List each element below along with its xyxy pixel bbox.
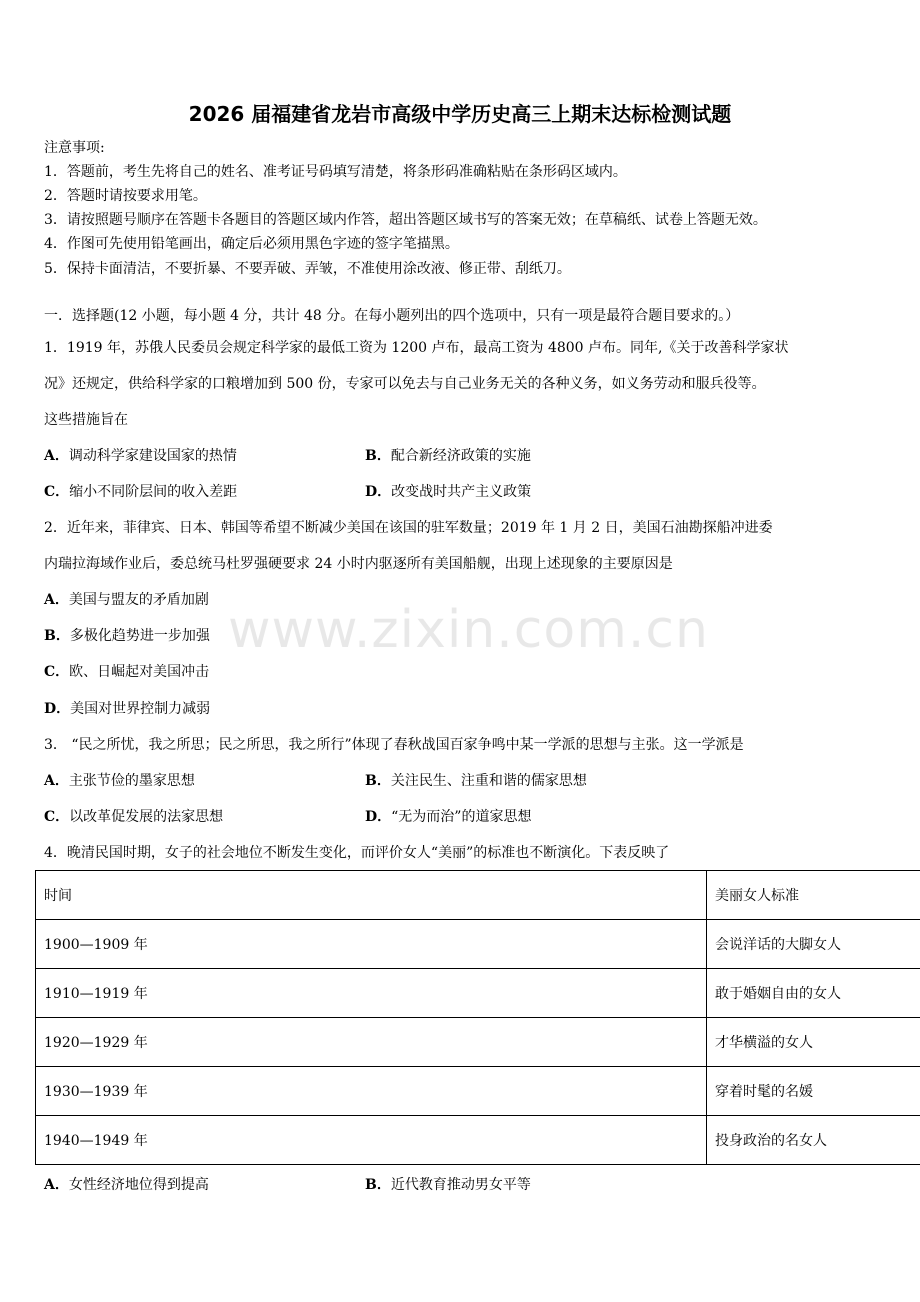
beauty-standard-table [35, 870, 920, 1165]
q3-option-a[interactable]: A．主张节俭的墨家思想 [44, 773, 195, 789]
table-cell: 投身政治的名女人 [707, 1116, 920, 1165]
table-cell: 1900—1909 年 [36, 920, 707, 969]
question-3-text: 3． “民之所忧，我之所思；民之所思，我之所行”体现了春秋战国百家争鸣中某一学派的思想与主张。这一学派是 [44, 737, 744, 753]
question-1-text: 1．1919 年，苏俄人民委员会规定科学家的最低工资为 1200 卢布，最高工资为 4800 卢布。同年,《关于改善科学家状 [44, 340, 789, 356]
note-item: 1．答题前，考生先将自己的姓名、准考证号码填写清楚，将条形码准确粘贴在条形码区域内。 [44, 164, 627, 180]
q3-option-d[interactable]: D．“无为而治”的道家思想 [365, 809, 532, 825]
page-title: 2026 届福建省龙岩市高级中学历史高三上期末达标检测试题 [188, 102, 732, 126]
table-cell: 敢于婚姻自由的女人 [707, 969, 920, 1018]
table-cell: 会说洋话的大脚女人 [707, 920, 920, 969]
q2-option-a[interactable]: A．美国与盟友的矛盾加剧 [44, 592, 209, 608]
question-2-text: 内瑞拉海域作业后，委总统马杜罗强硬要求 24 小时内驱逐所有美国船舰，出现上述现象的主要原因是 [44, 556, 673, 572]
q2-option-b[interactable]: B．多极化趋势进一步加强 [44, 628, 210, 644]
q3-option-b[interactable]: B．关注民生、注重和谐的儒家思想 [365, 773, 587, 789]
table-header-row [36, 871, 920, 920]
q1-option-d[interactable]: D．改变战时共产主义政策 [365, 484, 532, 500]
note-item: 5．保持卡面清洁，不要折暴、不要弄破、弄皱，不准使用涂改液、修正带、刮纸刀。 [44, 261, 571, 277]
section-heading: 一．选择题(12 小题，每小题 4 分，共计 48 分。在每小题列出的四个选项中，只有一项是最符合题目要求的。） [44, 308, 740, 324]
table-cell: 1940—1949 年 [36, 1116, 707, 1165]
table-cell: 1920—1929 年 [36, 1018, 707, 1067]
notes-heading: 注意事项: [44, 140, 105, 156]
q2-option-c[interactable]: C．欧、日崛起对美国冲击 [44, 664, 210, 680]
table-row [36, 1116, 920, 1165]
table-cell: 1910—1919 年 [36, 969, 707, 1018]
question-4-text: 4．晚清民国时期，女子的社会地位不断发生变化，而评价女人“美丽”的标准也不断演化。下表反映了 [44, 845, 670, 861]
note-item: 2．答题时请按要求用笔。 [44, 188, 207, 204]
note-item: 4．作图可先使用铅笔画出，确定后必须用黑色字迹的签字笔描黑。 [44, 236, 459, 252]
q1-option-c[interactable]: C．缩小不同阶层间的收入差距 [44, 484, 238, 500]
question-1-text: 这些措施旨在 [44, 412, 128, 428]
note-item: 3．请按照题号顺序在答题卡各题目的答题区域内作答，超出答题区域书写的答案无效；在草稿纸、试卷上答题无效。 [44, 212, 767, 228]
table-row [36, 1018, 920, 1067]
table-header-cell: 美丽女人标准 [707, 871, 920, 920]
table-cell: 才华横溢的女人 [707, 1018, 920, 1067]
q3-option-c[interactable]: C．以改革促发展的法家思想 [44, 809, 224, 825]
watermark-text: www.zixin.com.cn [228, 600, 709, 660]
q1-option-b[interactable]: B．配合新经济政策的实施 [365, 448, 531, 464]
table-cell: 穿着时髦的名媛 [707, 1067, 920, 1116]
table-row [36, 1067, 920, 1116]
q4-option-a[interactable]: A．女性经济地位得到提高 [44, 1177, 209, 1193]
q4-option-b[interactable]: B．近代教育推动男女平等 [365, 1177, 531, 1193]
table-row [36, 969, 920, 1018]
table-row [36, 920, 920, 969]
table-header-cell: 时间 [36, 871, 707, 920]
q1-option-a[interactable]: A．调动科学家建设国家的热情 [44, 448, 237, 464]
table-cell: 1930—1939 年 [36, 1067, 707, 1116]
question-1-text: 况》还规定，供给科学家的口粮增加到 500 份，专家可以免去与自己业务无关的各种义务，如义务劳动和服兵役等。 [44, 376, 766, 392]
q2-option-d[interactable]: D．美国对世界控制力减弱 [44, 701, 211, 717]
question-2-text: 2．近年来，菲律宾、日本、韩国等希望不断减少美国在该国的驻军数量；2019 年 1 月 2 日，美国石油勘探船冲进委 [44, 520, 773, 536]
